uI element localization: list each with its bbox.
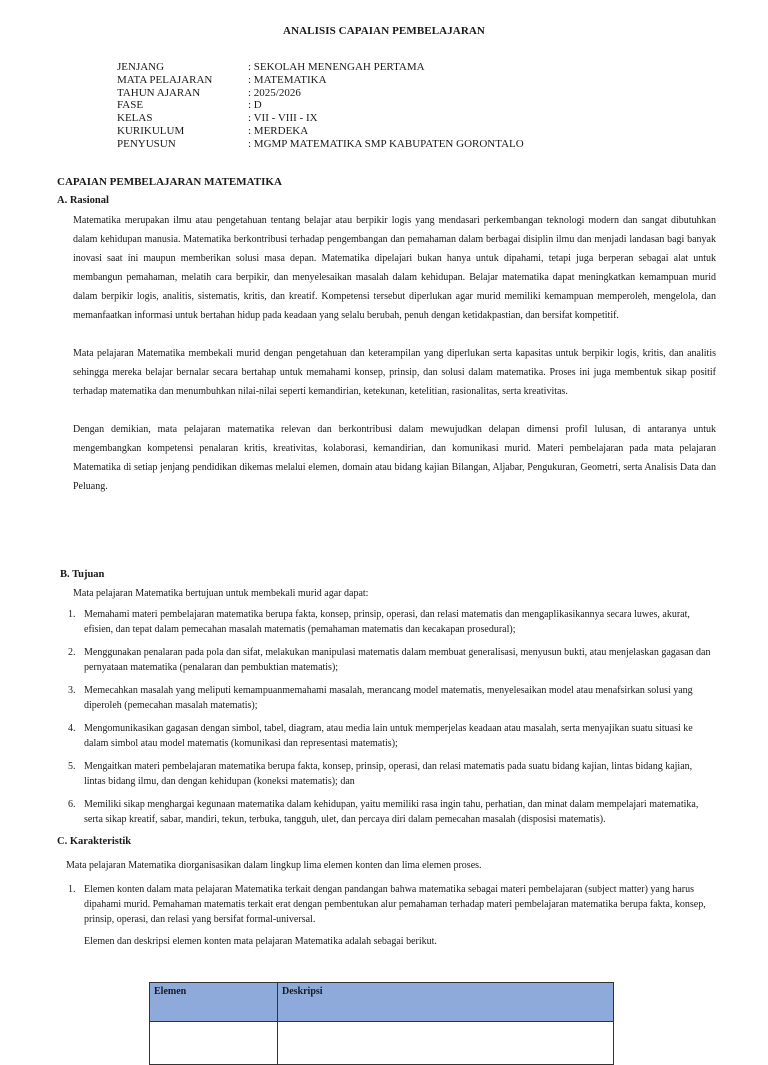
section-title: CAPAIAN PEMBELAJARAN MATEMATIKA [57,176,282,188]
list-number: 1. [68,884,76,895]
document-title: ANALISIS CAPAIAN PEMBELAJARAN [283,25,485,37]
meta-key: PENYUSUN [117,137,176,150]
list-item-text: Mengomunikasikan gagasan dengan simbol, tabel, diagram, atau media lain untuk memperjelas keadaan atau masalah, serta menyajikan suatu situasi ke dalam simbol atau model matematis (komunikasi dan representasi matematis); [84,723,693,749]
table-cell [150,1022,278,1065]
karakteristik-intro: Mata pelajaran Matematika diorganisasikan dalam lingkup lima elemen konten dan lima elemen proses. [66,860,482,871]
tujuan-heading: B. Tujuan [60,569,105,580]
list-item [66,607,716,637]
list-item [66,645,716,675]
list-number: 4. [68,723,76,734]
karakteristik-item-text: Elemen konten dalam mata pelajaran Matematika terkait dengan pandangan bahwa matematika sebagai materi pembelajaran (subject matter) yang harus dipahami murid. Pemahaman matematis terkait erat dengan pembentukan alur pemahaman terhadap materi pembelajaran matematika berupa fakta, konsep, prinsip, operasi, dan relasi yang bersifat formal-universal. [84,884,706,925]
rasional-heading: A. Rasional [57,195,109,206]
meta-row [117,74,524,87]
meta-value: : SEKOLAH MENENGAH PERTAMA [248,61,425,73]
rasional-paragraph-1: Matematika merupakan ilmu atau pengetahuan tentang belajar atau berpikir logis yang mendasari perkembangan teknologi modern dan sangat dibutuhkan dalam kehidupan manusia. Matematika berkontribusi terhadap pengembangan dan pemahaman dalam berbagai disiplin ilmu dan menjadi landasan bagi banyak inovasi saat ini maupun memberikan solusi masa depan. Matematika dipelajari bukan hanya untuk dipahami, tetapi juga berperan sebagai alat untuk membangun pemahaman, melatih cara berpikir, dan menyelesaikan masalah dalam kehidupan. Belajar matematika dapat meningkatkan kemampuan murid dalam berpikir logis, analitis, sistematis, kritis, dan kreatif. Kompetensi tersebut diperlukan agar murid memiliki kemampuan memperoleh, mengelola, dan memanfaatkan informasi untuk bertahan hidup pada keadaan yang selalu berubah, penuh dengan ketidakpastian, dan bersifat kompetitif. [73,215,716,321]
meta-key: KURIKULUM [117,124,185,137]
list-item [66,797,716,827]
list-number: 3. [68,685,76,696]
meta-key: TAHUN AJARAN [117,86,201,99]
table-header-elemen: Elemen [150,983,278,1022]
list-item [66,759,716,789]
list-item [66,721,716,751]
meta-row [117,138,524,151]
meta-value: : MATEMATIKA [248,73,327,86]
meta-row [117,112,524,125]
meta-key: KELAS [117,112,153,125]
list-item-text: Memahami materi pembelajaran matematika berupa fakta, konsep, prinsip, operasi, dan relasi matematis dan mengaplikasikannya secara luwes, akurat, efisien, dan tepat dalam pemecahan masalah matematis (pemahaman matematis dan kecakapan prosedural); [84,609,690,635]
meta-value: : MERDEKA [248,124,309,137]
list-item-text: Memecahkan masalah yang meliputi kemampuanmemahami masalah, merancang model matematis, menyelesaikan model atau menafsirkan solusi yang diperoleh (pemecahan masalah matematis); [84,685,693,711]
meta-value: : VII - VIII - IX [248,112,318,125]
list-number: 6. [68,799,76,810]
list-item-text: Memiliki sikap menghargai kegunaan matematika dalam kehidupan, yaitu memiliki rasa ingin tahu, perhatian, dan minat dalam mempelajari matematika, serta sikap kreatif, sabar, mandiri, tekun, terbuka, tangguh, ulet, dan percaya diri dalam pemecahan masalah (disposisi matematis). [84,799,699,825]
table-cell [278,1022,614,1065]
list-item-text: Menggunakan penalaran pada pola dan sifat, melakukan manipulasi matematis dalam membuat generalisasi, menyusun bukti, atau menjelaskan gagasan dan pernyataan matematika (penalaran dan pembuktian matematis); [84,647,711,673]
karakteristik-item-1 [66,882,716,927]
list-item [66,683,716,713]
list-number: 5. [68,761,76,772]
meta-row [117,61,524,74]
meta-row [117,99,524,112]
meta-value: : MGMP MATEMATIKA SMP KABUPATEN GORONTALO [248,137,524,150]
karakteristik-heading: C. Karakteristik [57,836,132,847]
meta-row [117,87,524,100]
list-item-text: Mengaitkan materi pembelajaran matematika berupa fakta, konsep, prinsip, operasi, dan relasi matematis pada suatu bidang kajian, lintas bidang kajian, lintas bidang ilmu, dan dengan kehidupan (koneksi matematis); dan [84,761,693,787]
tujuan-intro: Mata pelajaran Matematika bertujuan untuk membekali murid agar dapat: [73,588,369,599]
meta-value: : 2025/2026 [248,86,301,99]
table-header-deskripsi: Deskripsi [278,983,614,1022]
table-row [150,1022,614,1065]
rasional-paragraph-3: Dengan demikian, mata pelajaran matematika relevan dan berkontribusi dalam mewujudkan delapan dimensi profil lulusan, di antaranya untuk mengembangkan kompetensi penalaran kritis, kreativitas, kolaborasi, kemandirian, dan komunikasi murid. Materi pembelajaran pada mata pelajaran Matematika di setiap jenjang pendidikan dikemas melalui elemen, domain atau bidang kajian Bilangan, Aljabar, Pengukuran, Geometri, serta Analisis Data dan Peluang. [73,424,716,492]
list-number: 2. [68,647,76,658]
list-number: 1. [68,609,76,620]
meta-key: MATA PELAJARAN [117,73,213,86]
tujuan-list [66,607,716,835]
meta-key: JENJANG [117,61,165,73]
meta-key: FASE [117,99,144,112]
table-intro: Elemen dan deskripsi elemen konten mata pelajaran Matematika adalah sebagai berikut. [84,936,437,947]
meta-block [117,61,524,151]
table-header-row [150,983,614,1022]
meta-value: : D [248,99,262,112]
meta-row [117,125,524,138]
rasional-paragraph-2: Mata pelajaran Matematika membekali murid dengan pengetahuan dan keterampilan yang diperlukan serta kapasitas untuk berpikir logis, kritis, dan analitis sehingga mereka belajar bernalar secara bertahap untuk memahami konsep, prinsip, dan solusi dalam matematika. Proses ini juga membentuk sikap positif terhadap matematika dan menumbuhkan nilai-nilai seperti kemandirian, ketekunan, ketelitian, rasionalitas, serta kreativitas. [73,348,716,397]
